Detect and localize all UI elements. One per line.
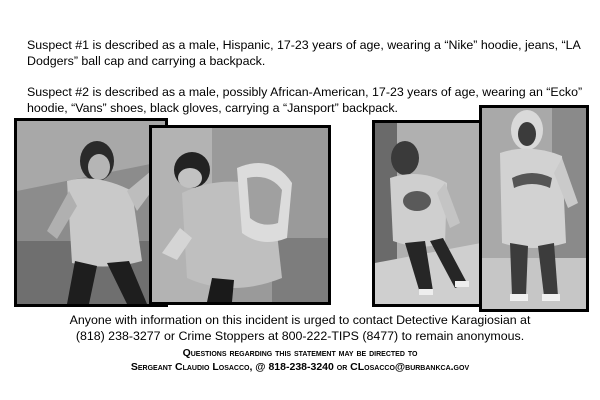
suspect2-photo-standing [479,105,589,312]
contact-line-1: Anyone with information on this incident is urged to contact Detective Karagiosian at [69,313,531,327]
questions-line: Questions regarding this statement may be directed to [182,347,418,359]
suspect2-photo-front [372,120,484,307]
suspect-1-description: Suspect #1 is described as a male, Hispanic, 17-23 years of age, wearing a “Nike” hoodie, jeans, “LA Dodgers” ball cap and carrying a backpack. [27,38,581,68]
contact-line-2: (818) 238-3277 or Crime Stoppers at 800-222-TIPS (8477) to remain anonymous. [75,329,525,343]
sergeant-contact-line: Sergeant Claudio Losacco, @ 818-238-3240 or CLosacco@burbankca.gov [130,361,470,373]
suspect1-photo-front [14,118,168,307]
suspect-2-description: Suspect #2 is described as a male, possibly African-American, 17-23 years of age, wearing an “Ecko” hoodie, “Vans” shoes, black gloves, carrying a “Jansport” backpack. [27,85,583,115]
suspect1-photo-back [149,125,331,305]
